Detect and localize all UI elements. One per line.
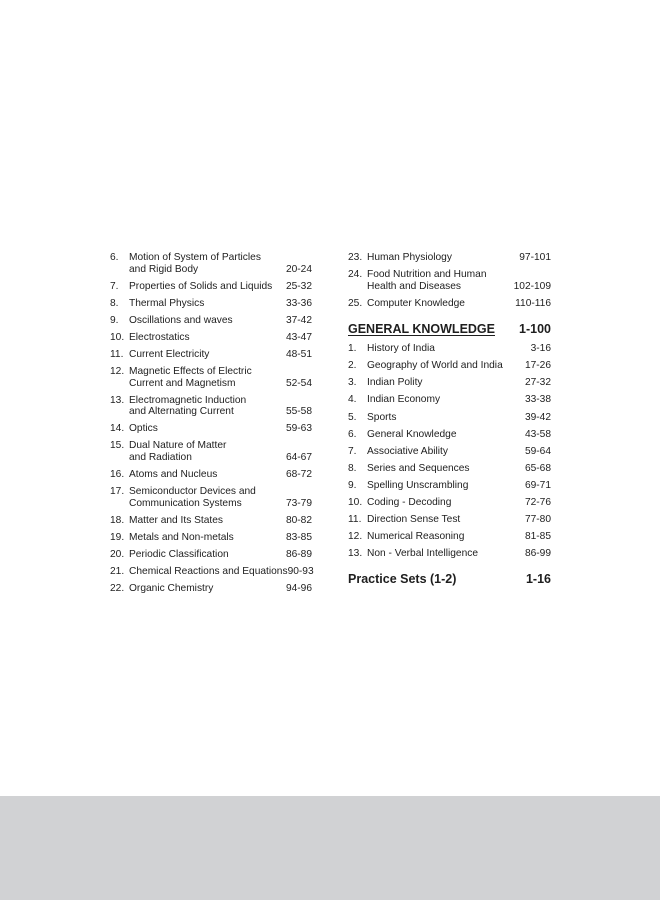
entry-number: 12. — [110, 366, 125, 378]
entry-title — [367, 298, 515, 310]
entry-number: 22. — [110, 583, 125, 594]
entry-title-line: Electromagnetic Induction — [129, 394, 247, 406]
entry-title — [129, 349, 286, 361]
entry-title — [129, 395, 286, 418]
entry-pages: 94-96 — [285, 583, 312, 594]
toc-entry — [110, 349, 312, 361]
toc-entry — [110, 486, 312, 509]
toc-entry — [348, 463, 551, 475]
entry-pages: 81-85 — [524, 531, 551, 543]
entry-pages: 55-58 — [285, 406, 312, 418]
entry-pages: 39-42 — [524, 411, 551, 423]
entry-title-line: Chemical Reactions and Equations — [129, 565, 288, 577]
entry-title-line: and Alternating Current — [129, 406, 234, 418]
entry-title — [129, 532, 286, 544]
entry-pages: 17-26 — [524, 360, 551, 372]
entry-title — [367, 360, 525, 372]
entry-number: 2. — [348, 360, 357, 372]
entry-pages: 43-58 — [524, 428, 551, 440]
entry-pages: 59-64 — [524, 445, 551, 457]
entry-title-line: and Radiation — [129, 451, 192, 463]
entry-pages: 25-32 — [285, 280, 312, 292]
toc-entry — [110, 532, 312, 544]
toc-entry — [110, 281, 312, 293]
entry-title-line: Associative Ability — [367, 445, 448, 457]
entry-title — [129, 583, 286, 595]
entry-title — [367, 514, 525, 526]
toc-entry — [348, 394, 551, 406]
toc-entry — [110, 469, 312, 481]
entry-title-line: Properties of Solids and Liquids — [129, 280, 273, 292]
entry-title — [367, 531, 525, 543]
entry-title-line: Computer Knowledge — [367, 297, 465, 309]
toc-entry — [348, 497, 551, 509]
entry-pages: 86-99 — [524, 548, 551, 560]
entry-pages: 3-16 — [530, 343, 551, 355]
entry-number: 14. — [110, 423, 125, 435]
entry-title — [367, 463, 525, 475]
toc-entry — [348, 412, 551, 424]
entry-pages: 64-67 — [285, 451, 312, 463]
toc-entry — [348, 446, 551, 458]
entry-title — [367, 252, 519, 264]
entry-title-line: Indian Polity — [367, 377, 423, 389]
entry-pages: 33-36 — [285, 297, 312, 309]
entry-number: 13. — [348, 548, 363, 560]
section-pages: 1-100 — [519, 322, 551, 337]
entry-title — [367, 343, 531, 355]
entry-title-line: General Knowledge — [367, 428, 457, 440]
toc-entry — [348, 298, 551, 310]
entry-title — [129, 281, 286, 293]
toc-entry — [110, 395, 312, 418]
toc-entry — [348, 480, 551, 492]
entry-pages: 73-79 — [285, 497, 312, 509]
entry-title — [367, 446, 525, 458]
entry-title-line: Matter and Its States — [129, 514, 223, 526]
entry-pages: 48-51 — [285, 348, 312, 360]
entry-number: 10. — [348, 497, 363, 509]
entry-number: 6. — [348, 428, 357, 440]
entry-number: 10. — [110, 331, 125, 343]
entry-title-line: Thermal Physics — [129, 297, 205, 309]
entry-number: 3. — [348, 377, 357, 389]
entry-pages: 43-47 — [285, 331, 312, 343]
entry-number: 15. — [110, 440, 125, 452]
general-knowledge-list — [348, 343, 551, 560]
toc-entry — [110, 298, 312, 310]
entry-number: 7. — [110, 280, 119, 292]
entry-number: 24. — [348, 269, 363, 281]
entry-pages: 72-76 — [524, 497, 551, 509]
entry-pages: 102-109 — [513, 280, 551, 292]
entry-number: 25. — [348, 297, 363, 309]
toc-entry — [110, 440, 312, 463]
entry-title-line: Current Electricity — [129, 348, 210, 360]
entry-title-line: History of India — [367, 343, 435, 355]
entry-title — [129, 549, 286, 561]
entry-title — [367, 377, 525, 389]
practice-sets-title: Practice Sets (1-2) — [348, 571, 457, 586]
toc-entry — [110, 566, 312, 578]
toc-entry — [110, 252, 312, 275]
entry-pages: 83-85 — [285, 531, 312, 543]
entry-pages: 65-68 — [524, 462, 551, 474]
entry-title-line: Spelling Unscrambling — [367, 479, 469, 491]
entry-pages: 90-93 — [287, 565, 314, 577]
entry-number: 8. — [348, 462, 357, 474]
entry-title — [129, 252, 286, 275]
toc-entry — [110, 549, 312, 561]
entry-title — [129, 298, 286, 310]
toc-entry — [110, 332, 312, 344]
entry-number: 12. — [348, 531, 363, 543]
entry-title — [129, 469, 286, 481]
entry-pages: 110-116 — [515, 297, 551, 309]
toc-entry — [348, 343, 551, 355]
toc-entry — [110, 423, 312, 435]
practice-sets-heading — [348, 572, 551, 586]
entry-number: 17. — [110, 486, 125, 498]
entry-number: 6. — [110, 252, 119, 263]
entry-number: 4. — [348, 394, 357, 406]
entry-number: 16. — [110, 468, 125, 480]
toc-entry — [348, 377, 551, 389]
entry-title-line: Motion of System of Particles — [129, 252, 261, 263]
entry-title-line: Direction Sense Test — [367, 514, 461, 526]
toc-entry — [348, 548, 551, 560]
entry-title-line: Coding - Decoding — [367, 497, 452, 509]
entry-number: 5. — [348, 411, 357, 423]
toc-right-column — [348, 252, 551, 586]
entry-number: 11. — [110, 348, 124, 360]
toc-entry — [348, 360, 551, 372]
entry-pages: 68-72 — [285, 468, 312, 480]
entry-title — [367, 269, 514, 292]
entry-number: 18. — [110, 514, 125, 526]
entry-title-line: Periodic Classification — [129, 548, 229, 560]
entry-title-line: Metals and Non-metals — [129, 531, 234, 543]
toc-entry — [110, 315, 312, 327]
entry-number: 11. — [348, 514, 362, 526]
entry-pages: 20-24 — [285, 263, 312, 275]
entry-number: 20. — [110, 548, 125, 560]
entry-title — [129, 515, 286, 527]
entry-title — [129, 315, 286, 327]
entry-title-line: Non - Verbal Intelligence — [367, 548, 478, 560]
entry-number: 7. — [348, 445, 357, 457]
entry-title-line: and Rigid Body — [129, 263, 199, 275]
entry-title — [129, 440, 286, 463]
entry-pages: 80-82 — [285, 514, 312, 526]
entry-title — [129, 366, 286, 389]
toc-entry — [348, 429, 551, 441]
entry-title-line: Electrostatics — [129, 331, 190, 343]
practice-sets-pages: 1-16 — [525, 571, 551, 586]
toc-entry — [110, 366, 312, 389]
entry-pages: 97-101 — [519, 252, 551, 263]
entry-title — [367, 412, 525, 424]
entry-title-line: Dual Nature of Matter — [129, 440, 227, 452]
entry-title-line: Food Nutrition and Human — [367, 269, 487, 281]
entry-pages: 37-42 — [285, 314, 312, 326]
entry-title-line: Geography of World and India — [367, 360, 503, 372]
entry-title-line: Numerical Reasoning — [367, 531, 465, 543]
entry-pages: 59-63 — [285, 423, 312, 435]
entry-title-line: Indian Economy — [367, 394, 441, 406]
toc-entry — [348, 514, 551, 526]
entry-title-line: Human Physiology — [367, 252, 452, 263]
entry-number: 9. — [110, 314, 119, 326]
entry-title — [129, 486, 286, 509]
entry-number: 19. — [110, 531, 125, 543]
entry-title-line: Semiconductor Devices and — [129, 486, 256, 498]
footer-band — [0, 796, 660, 900]
entry-number: 13. — [110, 394, 125, 406]
entry-title-line: Series and Sequences — [367, 462, 470, 474]
toc-entry — [348, 531, 551, 543]
toc-entry — [348, 269, 551, 292]
entry-number: 23. — [348, 252, 363, 263]
entry-title-line: Optics — [129, 423, 158, 435]
entry-pages: 77-80 — [524, 514, 551, 526]
entry-pages: 33-38 — [524, 394, 551, 406]
entry-pages: 69-71 — [524, 479, 551, 491]
toc-entry — [348, 252, 551, 264]
entry-title-line: Health and Diseases — [367, 280, 462, 292]
entry-title — [129, 332, 286, 344]
toc-entry — [110, 583, 312, 595]
entry-number: 21. — [110, 565, 125, 577]
entry-title-line: Oscillations and waves — [129, 314, 233, 326]
entry-pages: 86-89 — [285, 548, 312, 560]
entry-title-line: Sports — [367, 411, 397, 423]
section-title: GENERAL KNOWLEDGE — [348, 322, 495, 337]
entry-title — [367, 497, 525, 509]
entry-number: 1. — [348, 343, 357, 355]
entry-pages: 52-54 — [285, 377, 312, 389]
entry-title-line: Current and Magnetism — [129, 377, 236, 389]
entry-title — [129, 566, 288, 578]
entry-title-line: Communication Systems — [129, 497, 242, 509]
toc-right-top-list — [348, 252, 551, 309]
entry-title-line: Magnetic Effects of Electric — [129, 366, 252, 378]
entry-title — [367, 394, 525, 406]
entry-title-line: Organic Chemistry — [129, 583, 214, 594]
entry-title — [367, 429, 525, 441]
entry-title-line: Atoms and Nucleus — [129, 468, 218, 480]
entry-title — [367, 548, 525, 560]
entry-title — [129, 423, 286, 435]
entry-number: 8. — [110, 297, 119, 309]
entry-title — [367, 480, 525, 492]
entry-pages: 27-32 — [524, 377, 551, 389]
general-knowledge-heading — [348, 322, 551, 336]
toc-left-column — [110, 252, 312, 600]
entry-number: 9. — [348, 479, 357, 491]
toc-entry — [110, 515, 312, 527]
